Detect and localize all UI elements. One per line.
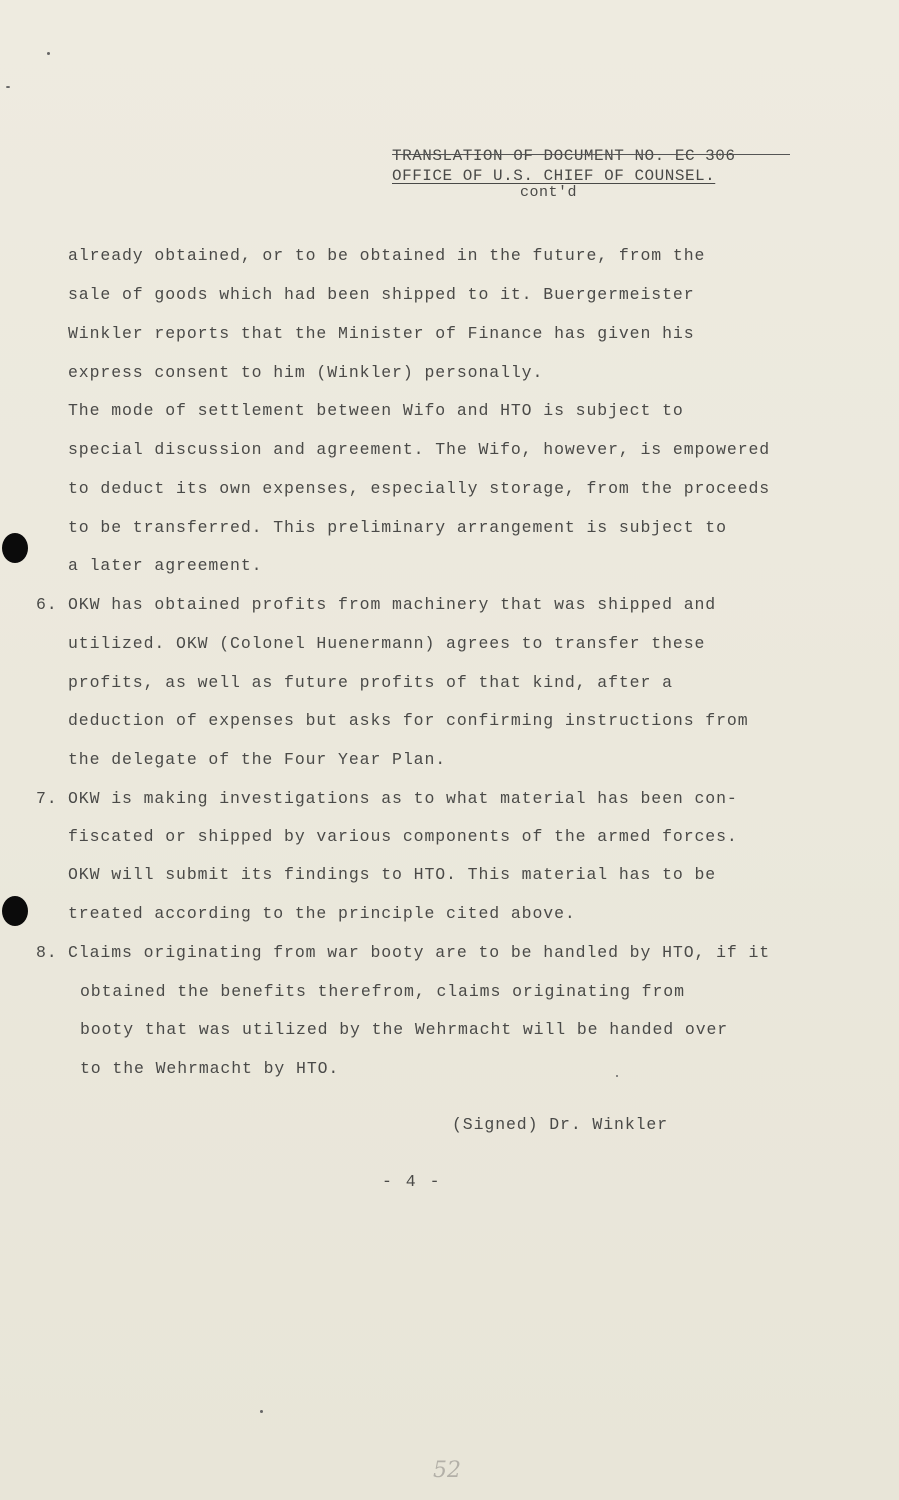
item-line: OKW is making investigations as to what material has been con-	[68, 789, 738, 808]
item-line: OKW has obtained profits from machinery that was shipped and	[68, 595, 717, 614]
handwritten-folio-number: 52	[433, 1458, 461, 1483]
header-contd: cont'd	[520, 184, 578, 201]
item-line: profits, as well as future profits of that kind, after a	[68, 673, 673, 692]
header-title: TRANSLATION OF DOCUMENT NO. EC 306	[392, 146, 802, 166]
body-line: to be transferred. This preliminary arrangement is subject to	[68, 518, 727, 537]
item-line: booty that was utilized by the Wehrmacht will be handed over	[80, 1020, 729, 1039]
item-line: obtained the benefits therefrom, claims originating from	[80, 982, 685, 1001]
body-line: to deduct its own expenses, especially storage, from the proceeds	[68, 479, 771, 498]
body-line: express consent to him (Winkler) personally.	[68, 363, 544, 382]
speck	[616, 1075, 618, 1077]
item-line: treated according to the principle cited above.	[68, 904, 576, 923]
item-line: the delegate of the Four Year Plan.	[68, 750, 447, 769]
punch-hole-bottom	[2, 896, 28, 926]
speck	[47, 52, 50, 55]
item-line: deduction of expenses but asks for confirming instructions from	[68, 711, 749, 730]
item-line: utilized. OKW (Colonel Huenermann) agrees to transfer these	[68, 634, 706, 653]
item-line: fiscated or shipped by various components of the armed forces.	[68, 827, 738, 846]
body-line: a later agreement.	[68, 556, 263, 575]
item-number: 8.	[36, 943, 58, 962]
item-number: 6.	[36, 595, 58, 614]
header-office: OFFICE OF U.S. CHIEF OF COUNSEL.	[392, 167, 716, 185]
item-line: to the Wehrmacht by HTO.	[80, 1059, 340, 1078]
punch-hole-top	[2, 533, 28, 563]
signature: (Signed) Dr. Winkler	[452, 1115, 669, 1134]
page-number: - 4 -	[382, 1172, 442, 1191]
body-line: Winkler reports that the Minister of Finance has given his	[68, 324, 695, 343]
body-line: already obtained, or to be obtained in the future, from the	[68, 246, 706, 265]
item-number: 7.	[36, 789, 58, 808]
item-line: OKW will submit its findings to HTO. This material has to be	[68, 865, 717, 884]
item-line: Claims originating from war booty are to be handled by HTO, if it	[68, 943, 771, 962]
speck	[6, 86, 10, 88]
document-header	[392, 146, 802, 200]
speck	[260, 1410, 263, 1413]
body-line: sale of goods which had been shipped to it. Buergermeister	[68, 285, 695, 304]
body-line: The mode of settlement between Wifo and HTO is subject to	[68, 401, 684, 420]
body-line: special discussion and agreement. The Wifo, however, is empowered	[68, 440, 771, 459]
